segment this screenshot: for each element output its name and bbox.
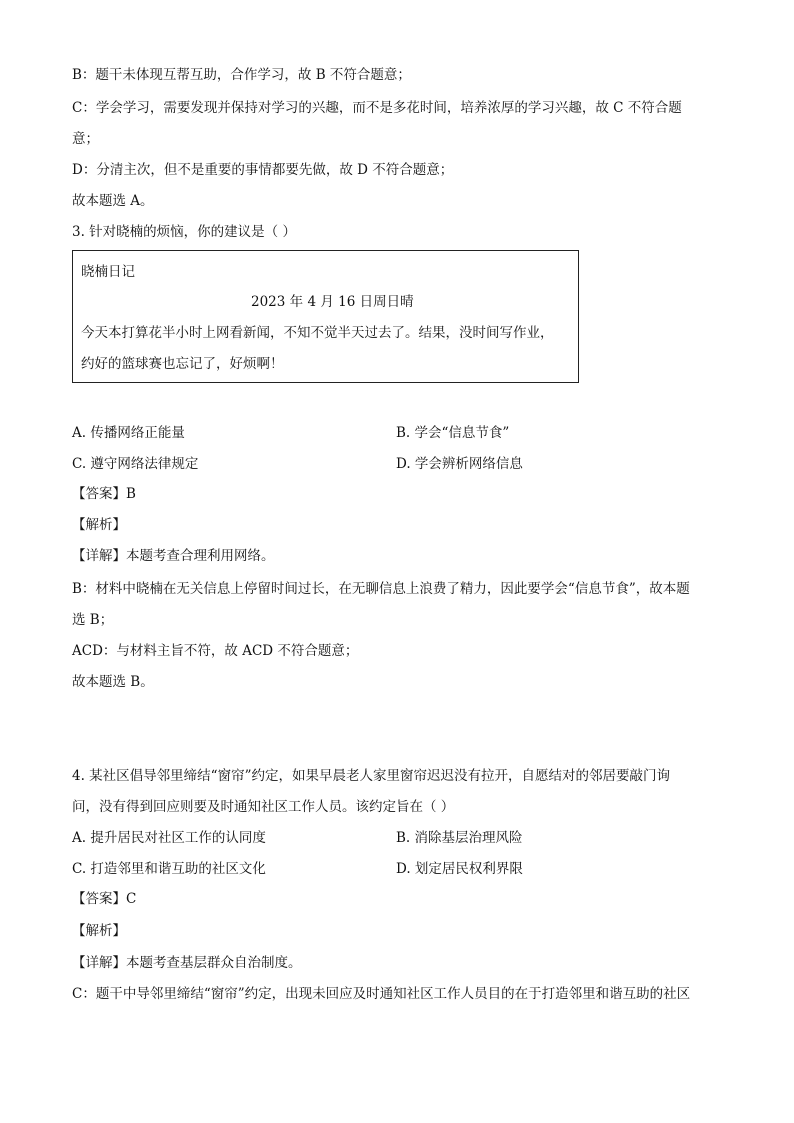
q4-answer: 【答案】C [72, 891, 137, 907]
q4-option-d: D. 划定居民权利界限 [396, 861, 523, 877]
q4-option-c: C. 打造邻里和谐互助的社区文化 [72, 861, 266, 877]
diary-line-2: 约好的篮球赛也忘记了，好烦啊！ [81, 356, 284, 372]
diary-title: 晓楠日记 [81, 264, 135, 280]
q3-option-b: B. 学会“信息节食” [396, 425, 510, 441]
diary-line-1: 今天本打算花半小时上网看新闻，不知不觉半天过去了。结果，没时间写作业， [81, 325, 554, 341]
q3-conclusion: 故本题选 B。 [72, 674, 154, 690]
prev-conclusion: 故本题选 A。 [72, 193, 154, 209]
q4-option-b: B. 消除基层治理风险 [396, 830, 523, 846]
q3-analysis-label: 【解析】 [72, 517, 126, 533]
diary-date: 2023 年 4 月 16 日周日晴 [251, 294, 414, 310]
q4-explanation-c-line1: C：题干中导邻里缔结“窗帘”约定，出现未回应及时通知社区工作人员目的在于打造邻里和谐互助的社区 [72, 986, 691, 1002]
q3-stem: 3. 针对晓楠的烦恼，你的建议是（ ） [72, 224, 296, 240]
q3-detail: 【详解】本题考查合理利用网络。 [72, 548, 275, 564]
prev-explanation-c-line2: 意； [72, 131, 99, 147]
q3-diary-box [72, 250, 579, 383]
q4-stem-line2: 问，没有得到回应则要及时通知社区工作人员。该约定旨在（ ） [72, 799, 455, 815]
q3-option-a: A. 传播网络正能量 [72, 425, 185, 441]
q3-option-d: D. 学会辨析网络信息 [396, 456, 523, 472]
q4-stem-line1: 4. 某社区倡导邻里缔结“窗帘”约定，如果早晨老人家里窗帘迟迟没有拉开，自愿结对的邻居要敲门询 [72, 768, 670, 784]
q3-explanation-acd: ACD：与材料主旨不符，故 ACD 不符合题意； [72, 643, 359, 659]
prev-explanation-c-line1: C：学会学习，需要发现并保持对学习的兴趣，而不是多花时间，培养浓厚的学习兴趣，故 C 不符合题 [72, 100, 682, 116]
q3-explanation-b-line2: 选 B； [72, 612, 114, 628]
prev-explanation-b: B：题干未体现互帮互助，合作学习，故 B 不符合题意； [72, 67, 411, 83]
q4-option-a: A. 提升居民对社区工作的认同度 [72, 830, 266, 846]
q3-answer: 【答案】B [72, 486, 136, 502]
q4-analysis-label: 【解析】 [72, 923, 126, 939]
prev-explanation-d: D：分清主次，但不是重要的事情都要先做，故 D 不符合题意； [72, 162, 454, 178]
q4-detail: 【详解】本题考查基层群众自治制度。 [72, 955, 302, 971]
q3-explanation-b-line1: B：材料中晓楠在无关信息上停留时间过长，在无聊信息上浪费了精力，因此要学会“信息节食”，故本题 [72, 581, 690, 597]
q3-option-c: C. 遵守网络法律规定 [72, 456, 199, 472]
